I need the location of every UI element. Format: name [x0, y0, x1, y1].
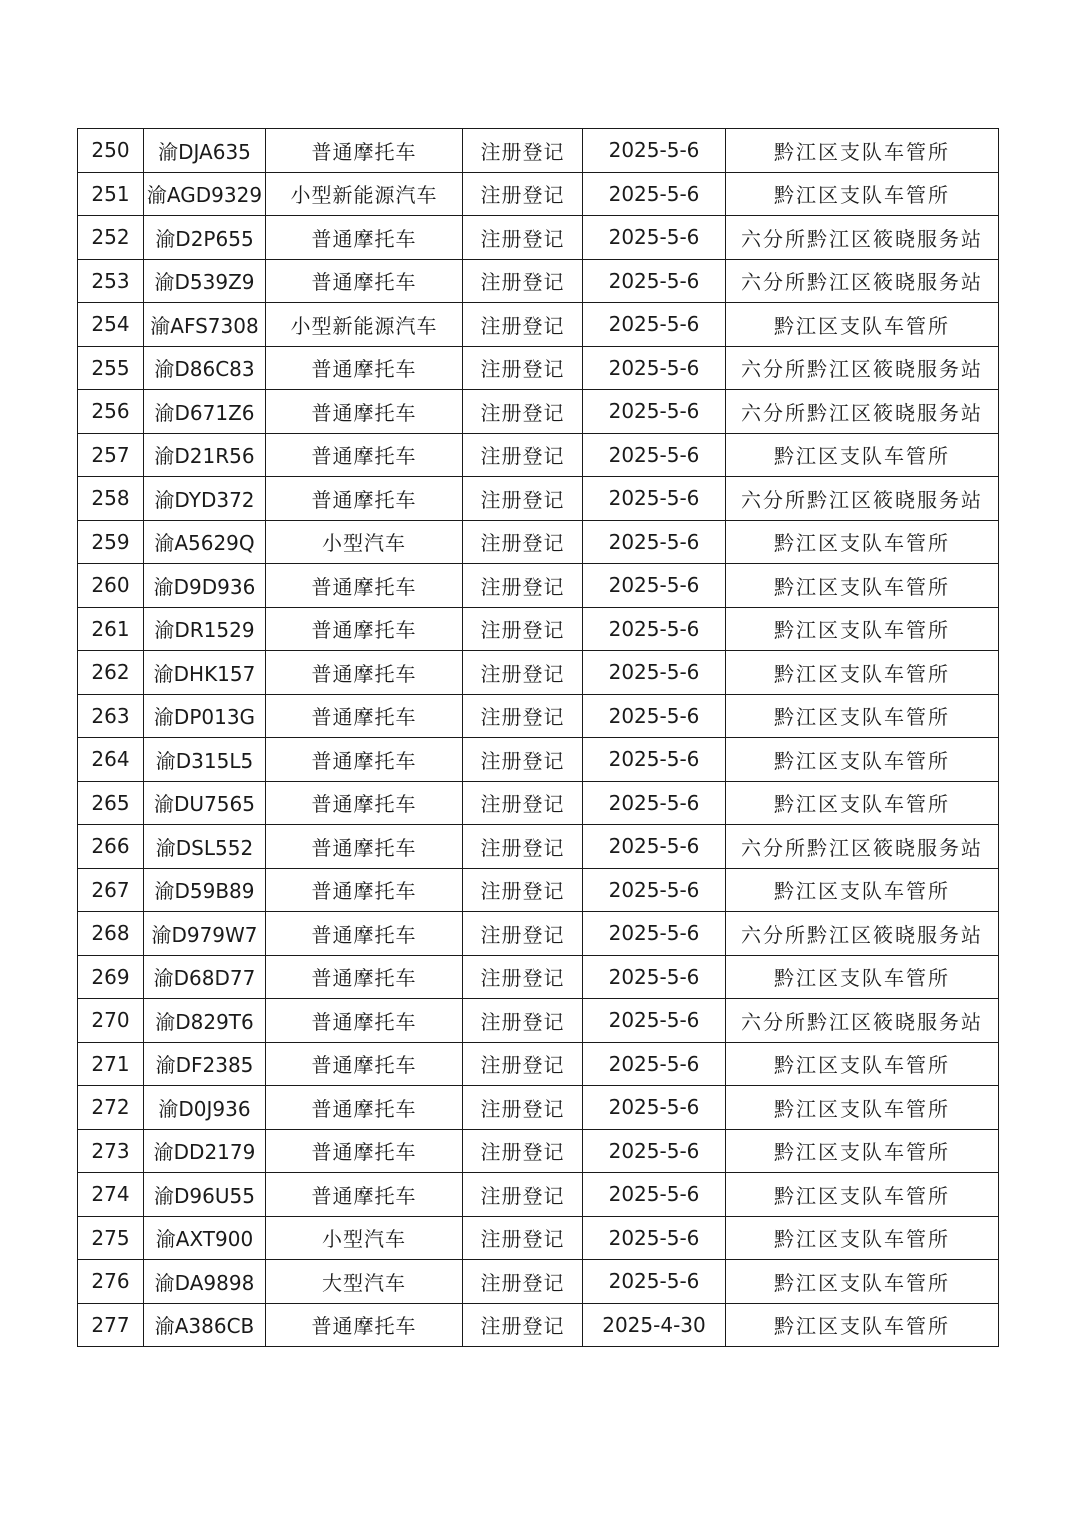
vehicle-type-cell: 普通摩托车: [266, 433, 463, 477]
row-number-cell: 258: [78, 477, 144, 521]
table-row: [78, 1086, 999, 1130]
office-cell: 黔江区支队车管所: [726, 955, 999, 999]
vehicle-type-cell: 普通摩托车: [266, 564, 463, 608]
vehicle-type-cell: 普通摩托车: [266, 868, 463, 912]
plate-number-cell: 渝DJA635: [144, 129, 266, 173]
date-cell: 2025-5-6: [583, 1042, 726, 1086]
vehicle-type-cell: 普通摩托车: [266, 912, 463, 956]
vehicle-type-cell: 普通摩托车: [266, 1042, 463, 1086]
date-cell: 2025-5-6: [583, 825, 726, 869]
office-cell: 黔江区支队车管所: [726, 694, 999, 738]
row-number-cell: 266: [78, 825, 144, 869]
table-row: [78, 651, 999, 695]
table-row: [78, 390, 999, 434]
vehicle-type-cell: 普通摩托车: [266, 390, 463, 434]
plate-number-cell: 渝D829T6: [144, 999, 266, 1043]
vehicle-type-cell: 普通摩托车: [266, 216, 463, 260]
row-number-cell: 265: [78, 781, 144, 825]
plate-number-cell: 渝AXT900: [144, 1216, 266, 1260]
plate-number-cell: 渝D96U55: [144, 1173, 266, 1217]
plate-number-cell: 渝DF2385: [144, 1042, 266, 1086]
table-row: [78, 1129, 999, 1173]
date-cell: 2025-5-6: [583, 1129, 726, 1173]
row-number-cell: 276: [78, 1260, 144, 1304]
table-row: [78, 1042, 999, 1086]
vehicle-type-cell: 普通摩托车: [266, 1173, 463, 1217]
table-row: [78, 172, 999, 216]
row-number-cell: 253: [78, 259, 144, 303]
date-cell: 2025-5-6: [583, 477, 726, 521]
row-number-cell: 277: [78, 1303, 144, 1347]
office-cell: 黔江区支队车管所: [726, 781, 999, 825]
office-cell: 六分所黔江区筱晓服务站: [726, 346, 999, 390]
plate-number-cell: 渝DA9898: [144, 1260, 266, 1304]
vehicle-type-cell: 普通摩托车: [266, 129, 463, 173]
date-cell: 2025-5-6: [583, 868, 726, 912]
date-cell: 2025-5-6: [583, 1260, 726, 1304]
business-type-cell: 注册登记: [463, 477, 583, 521]
table-row: [78, 912, 999, 956]
row-number-cell: 274: [78, 1173, 144, 1217]
row-number-cell: 270: [78, 999, 144, 1043]
business-type-cell: 注册登记: [463, 781, 583, 825]
plate-number-cell: 渝D68D77: [144, 955, 266, 999]
row-number-cell: 267: [78, 868, 144, 912]
office-cell: 黔江区支队车管所: [726, 129, 999, 173]
date-cell: 2025-5-6: [583, 738, 726, 782]
office-cell: 黔江区支队车管所: [726, 564, 999, 608]
office-cell: 黔江区支队车管所: [726, 738, 999, 782]
plate-number-cell: 渝D86C83: [144, 346, 266, 390]
vehicle-type-cell: 普通摩托车: [266, 607, 463, 651]
table-row: [78, 999, 999, 1043]
row-number-cell: 275: [78, 1216, 144, 1260]
vehicle-type-cell: 小型新能源汽车: [266, 172, 463, 216]
business-type-cell: 注册登记: [463, 1260, 583, 1304]
office-cell: 六分所黔江区筱晓服务站: [726, 912, 999, 956]
row-number-cell: 261: [78, 607, 144, 651]
office-cell: 黔江区支队车管所: [726, 433, 999, 477]
vehicle-type-cell: 小型汽车: [266, 1216, 463, 1260]
business-type-cell: 注册登记: [463, 694, 583, 738]
date-cell: 2025-5-6: [583, 999, 726, 1043]
plate-number-cell: 渝AGD9329: [144, 172, 266, 216]
vehicle-type-cell: 普通摩托车: [266, 346, 463, 390]
table-row: [78, 433, 999, 477]
date-cell: 2025-5-6: [583, 912, 726, 956]
business-type-cell: 注册登记: [463, 303, 583, 347]
date-cell: 2025-5-6: [583, 216, 726, 260]
table-row: [78, 259, 999, 303]
date-cell: 2025-5-6: [583, 303, 726, 347]
office-cell: 黔江区支队车管所: [726, 607, 999, 651]
office-cell: 黔江区支队车管所: [726, 520, 999, 564]
table-row: [78, 955, 999, 999]
office-cell: 黔江区支队车管所: [726, 1129, 999, 1173]
plate-number-cell: 渝DHK157: [144, 651, 266, 695]
plate-number-cell: 渝DD2179: [144, 1129, 266, 1173]
vehicle-type-cell: 普通摩托车: [266, 259, 463, 303]
office-cell: 黔江区支队车管所: [726, 1042, 999, 1086]
table-row: [78, 520, 999, 564]
date-cell: 2025-5-6: [583, 172, 726, 216]
date-cell: 2025-5-6: [583, 955, 726, 999]
row-number-cell: 273: [78, 1129, 144, 1173]
vehicle-type-cell: 普通摩托车: [266, 825, 463, 869]
plate-number-cell: 渝D21R56: [144, 433, 266, 477]
vehicle-type-cell: 普通摩托车: [266, 477, 463, 521]
vehicle-type-cell: 小型汽车: [266, 520, 463, 564]
business-type-cell: 注册登记: [463, 999, 583, 1043]
date-cell: 2025-4-30: [583, 1303, 726, 1347]
business-type-cell: 注册登记: [463, 1173, 583, 1217]
row-number-cell: 257: [78, 433, 144, 477]
date-cell: 2025-5-6: [583, 607, 726, 651]
table-row: [78, 346, 999, 390]
date-cell: 2025-5-6: [583, 520, 726, 564]
business-type-cell: 注册登记: [463, 651, 583, 695]
date-cell: 2025-5-6: [583, 781, 726, 825]
business-type-cell: 注册登记: [463, 1216, 583, 1260]
plate-number-cell: 渝D59B89: [144, 868, 266, 912]
business-type-cell: 注册登记: [463, 520, 583, 564]
business-type-cell: 注册登记: [463, 1303, 583, 1347]
table-row: [78, 564, 999, 608]
date-cell: 2025-5-6: [583, 346, 726, 390]
vehicle-type-cell: 普通摩托车: [266, 781, 463, 825]
plate-number-cell: 渝D315L5: [144, 738, 266, 782]
vehicle-type-cell: 小型新能源汽车: [266, 303, 463, 347]
table-row: [78, 694, 999, 738]
business-type-cell: 注册登记: [463, 1129, 583, 1173]
registration-table: [77, 128, 999, 1347]
date-cell: 2025-5-6: [583, 1086, 726, 1130]
office-cell: 黔江区支队车管所: [726, 303, 999, 347]
row-number-cell: 251: [78, 172, 144, 216]
plate-number-cell: 渝D0J936: [144, 1086, 266, 1130]
vehicle-type-cell: 普通摩托车: [266, 694, 463, 738]
business-type-cell: 注册登记: [463, 390, 583, 434]
row-number-cell: 263: [78, 694, 144, 738]
office-cell: 六分所黔江区筱晓服务站: [726, 477, 999, 521]
vehicle-type-cell: 普通摩托车: [266, 738, 463, 782]
date-cell: 2025-5-6: [583, 390, 726, 434]
row-number-cell: 256: [78, 390, 144, 434]
row-number-cell: 250: [78, 129, 144, 173]
business-type-cell: 注册登记: [463, 912, 583, 956]
row-number-cell: 264: [78, 738, 144, 782]
office-cell: 黔江区支队车管所: [726, 1086, 999, 1130]
plate-number-cell: 渝D9D936: [144, 564, 266, 608]
row-number-cell: 260: [78, 564, 144, 608]
date-cell: 2025-5-6: [583, 129, 726, 173]
business-type-cell: 注册登记: [463, 259, 583, 303]
office-cell: 黔江区支队车管所: [726, 172, 999, 216]
plate-number-cell: 渝A5629Q: [144, 520, 266, 564]
table-row: [78, 1303, 999, 1347]
table-row: [78, 738, 999, 782]
business-type-cell: 注册登记: [463, 868, 583, 912]
plate-number-cell: 渝DU7565: [144, 781, 266, 825]
business-type-cell: 注册登记: [463, 433, 583, 477]
row-number-cell: 259: [78, 520, 144, 564]
vehicle-type-cell: 普通摩托车: [266, 955, 463, 999]
plate-number-cell: 渝AFS7308: [144, 303, 266, 347]
row-number-cell: 254: [78, 303, 144, 347]
row-number-cell: 271: [78, 1042, 144, 1086]
office-cell: 六分所黔江区筱晓服务站: [726, 390, 999, 434]
table-row: [78, 129, 999, 173]
business-type-cell: 注册登记: [463, 955, 583, 999]
table-row: [78, 303, 999, 347]
table-row: [78, 477, 999, 521]
vehicle-type-cell: 普通摩托车: [266, 1086, 463, 1130]
vehicle-type-cell: 普通摩托车: [266, 1129, 463, 1173]
date-cell: 2025-5-6: [583, 651, 726, 695]
office-cell: 黔江区支队车管所: [726, 651, 999, 695]
office-cell: 黔江区支队车管所: [726, 1173, 999, 1217]
office-cell: 六分所黔江区筱晓服务站: [726, 825, 999, 869]
table-row: [78, 1173, 999, 1217]
plate-number-cell: 渝DYD372: [144, 477, 266, 521]
row-number-cell: 252: [78, 216, 144, 260]
row-number-cell: 268: [78, 912, 144, 956]
office-cell: 六分所黔江区筱晓服务站: [726, 999, 999, 1043]
business-type-cell: 注册登记: [463, 1086, 583, 1130]
table-row: [78, 1260, 999, 1304]
table-row: [78, 1216, 999, 1260]
date-cell: 2025-5-6: [583, 259, 726, 303]
office-cell: 黔江区支队车管所: [726, 1303, 999, 1347]
plate-number-cell: 渝A386CB: [144, 1303, 266, 1347]
vehicle-type-cell: 普通摩托车: [266, 1303, 463, 1347]
business-type-cell: 注册登记: [463, 172, 583, 216]
plate-number-cell: 渝D979W7: [144, 912, 266, 956]
office-cell: 六分所黔江区筱晓服务站: [726, 216, 999, 260]
plate-number-cell: 渝D671Z6: [144, 390, 266, 434]
office-cell: 六分所黔江区筱晓服务站: [726, 259, 999, 303]
row-number-cell: 262: [78, 651, 144, 695]
plate-number-cell: 渝DR1529: [144, 607, 266, 651]
office-cell: 黔江区支队车管所: [726, 868, 999, 912]
plate-number-cell: 渝D539Z9: [144, 259, 266, 303]
business-type-cell: 注册登记: [463, 564, 583, 608]
plate-number-cell: 渝D2P655: [144, 216, 266, 260]
business-type-cell: 注册登记: [463, 738, 583, 782]
table-row: [78, 781, 999, 825]
vehicle-type-cell: 普通摩托车: [266, 651, 463, 695]
plate-number-cell: 渝DSL552: [144, 825, 266, 869]
row-number-cell: 255: [78, 346, 144, 390]
table-row: [78, 825, 999, 869]
table-body: [78, 129, 999, 1347]
table-row: [78, 216, 999, 260]
date-cell: 2025-5-6: [583, 1173, 726, 1217]
row-number-cell: 272: [78, 1086, 144, 1130]
business-type-cell: 注册登记: [463, 216, 583, 260]
business-type-cell: 注册登记: [463, 825, 583, 869]
business-type-cell: 注册登记: [463, 346, 583, 390]
office-cell: 黔江区支队车管所: [726, 1216, 999, 1260]
row-number-cell: 269: [78, 955, 144, 999]
office-cell: 黔江区支队车管所: [726, 1260, 999, 1304]
date-cell: 2025-5-6: [583, 564, 726, 608]
business-type-cell: 注册登记: [463, 129, 583, 173]
date-cell: 2025-5-6: [583, 433, 726, 477]
vehicle-type-cell: 大型汽车: [266, 1260, 463, 1304]
date-cell: 2025-5-6: [583, 1216, 726, 1260]
vehicle-type-cell: 普通摩托车: [266, 999, 463, 1043]
table-row: [78, 607, 999, 651]
plate-number-cell: 渝DP013G: [144, 694, 266, 738]
business-type-cell: 注册登记: [463, 1042, 583, 1086]
date-cell: 2025-5-6: [583, 694, 726, 738]
business-type-cell: 注册登记: [463, 607, 583, 651]
table-row: [78, 868, 999, 912]
